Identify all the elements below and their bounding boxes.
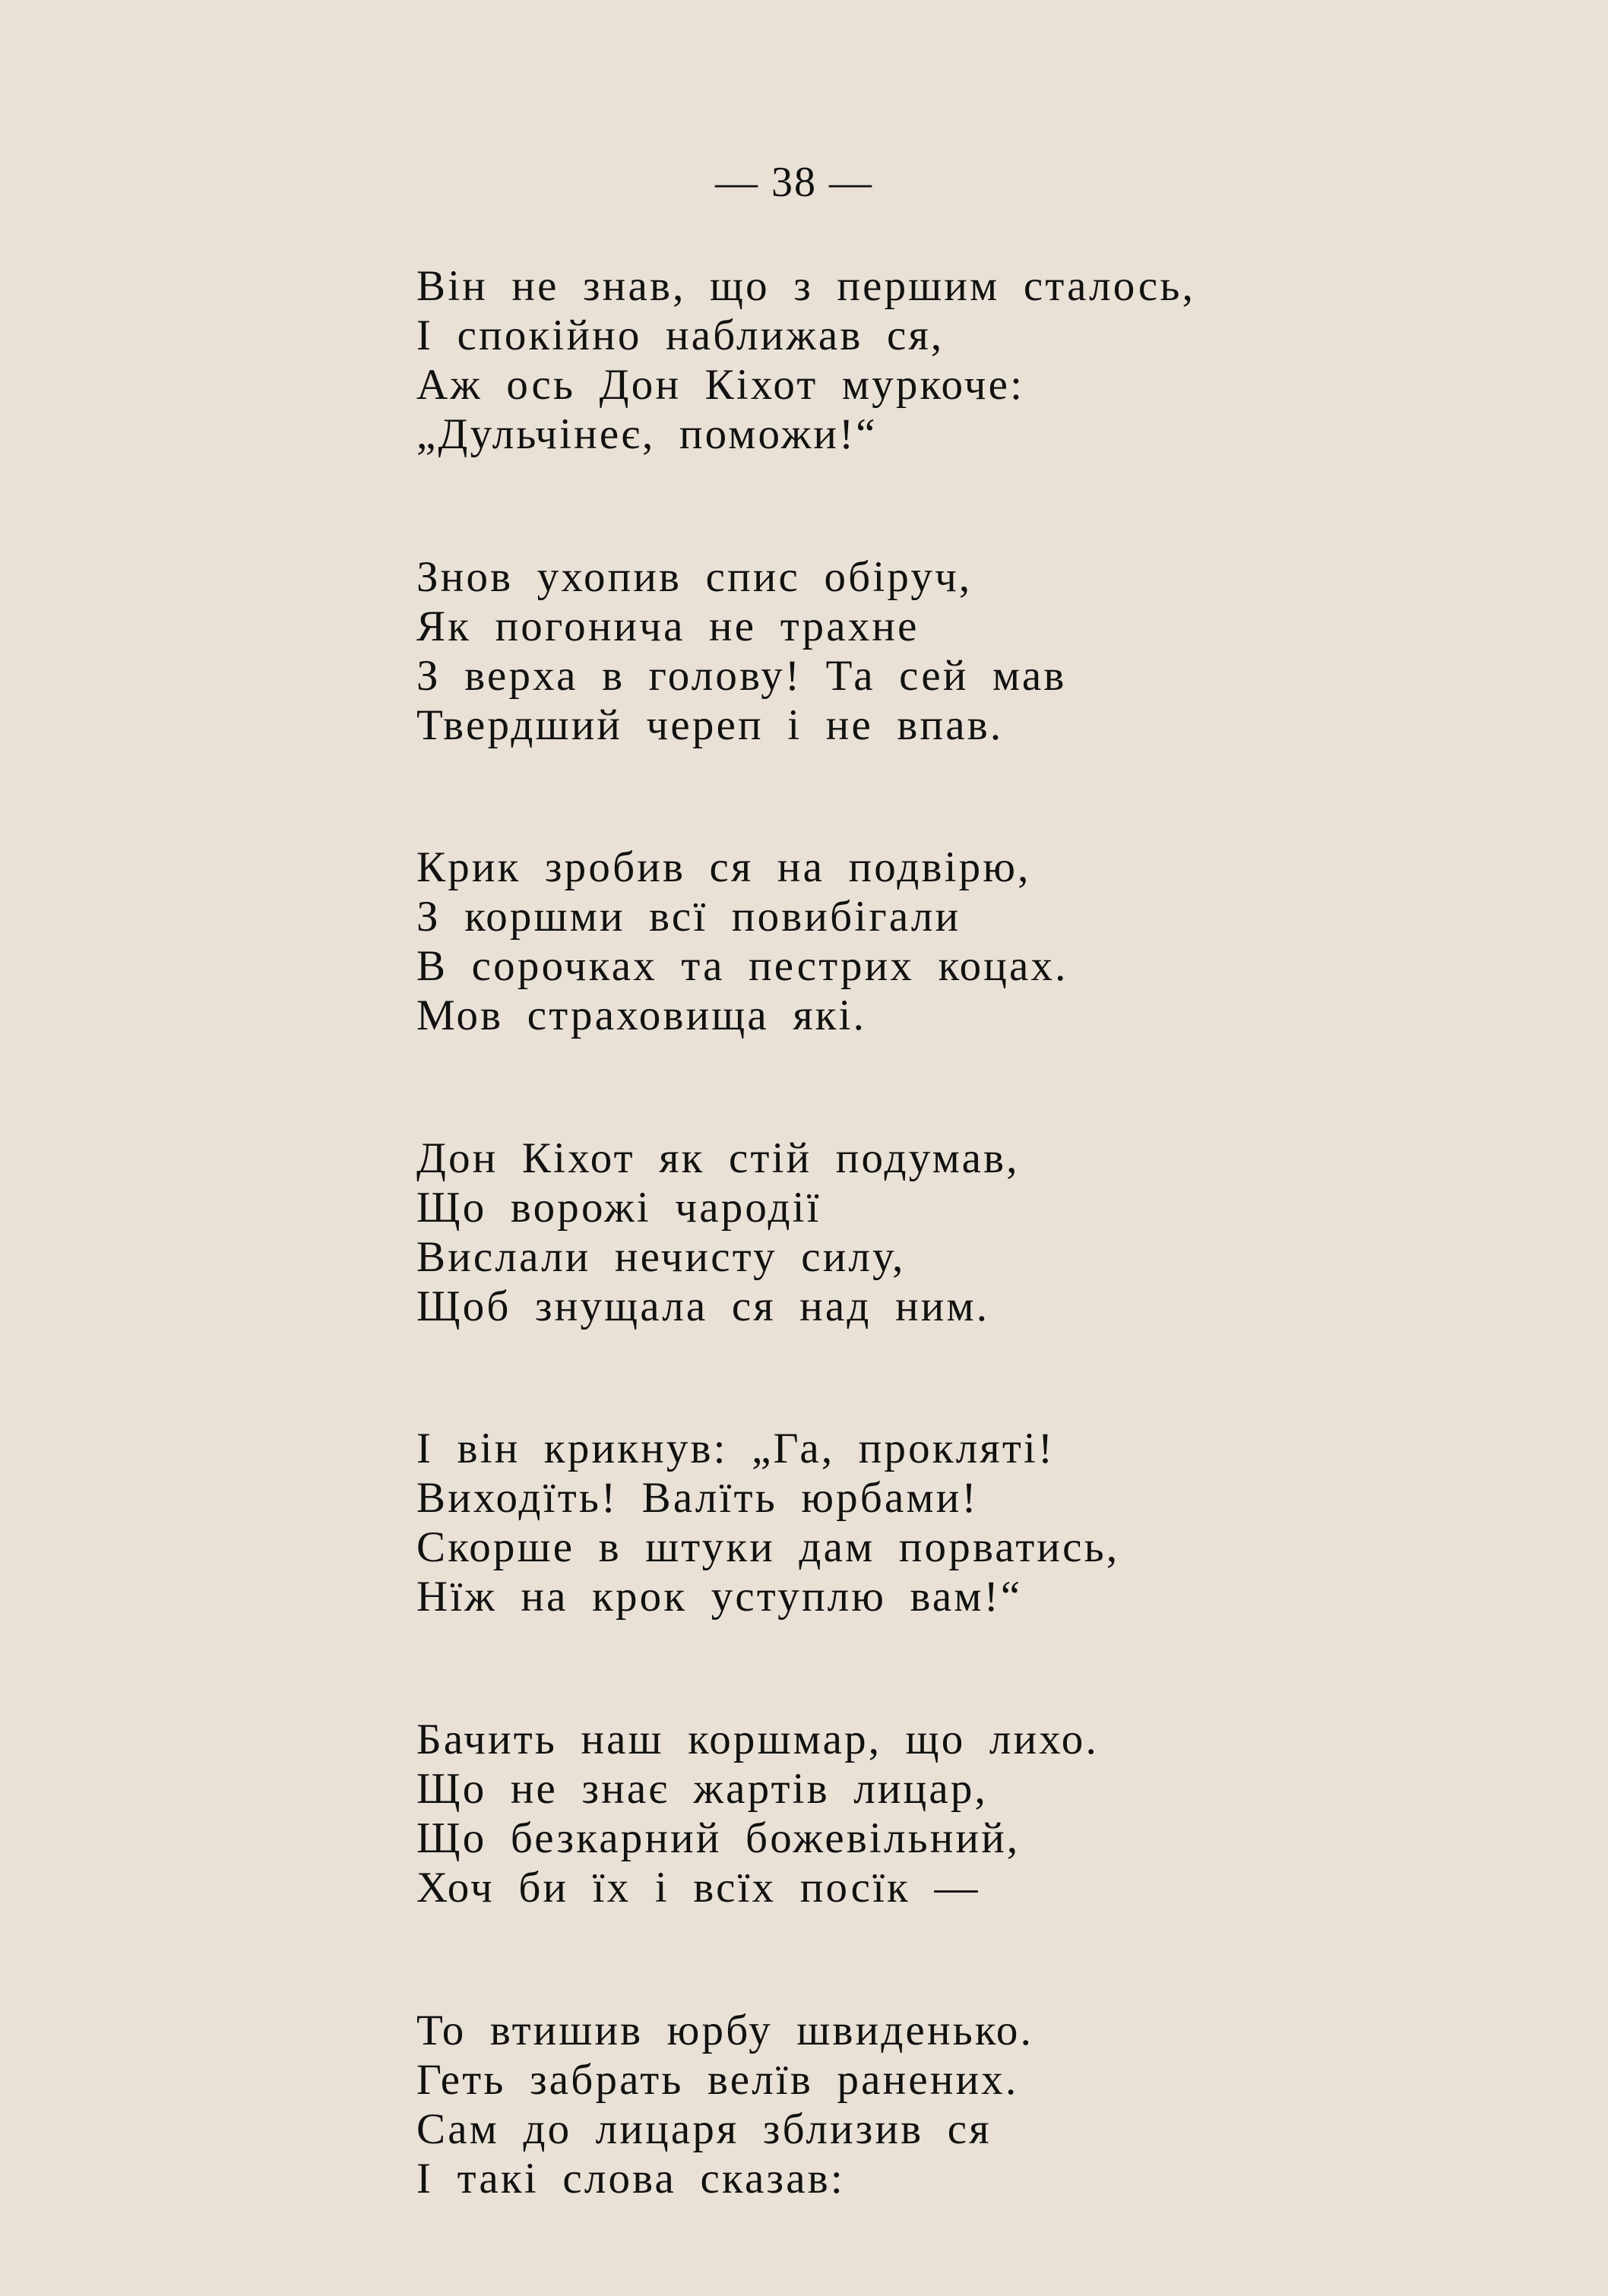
verse-line: Твердший череп і не впав. bbox=[416, 701, 1004, 749]
verse-line: Мов страховища які. bbox=[416, 991, 867, 1040]
verse-line: В сорочках та пестрих коцах. bbox=[416, 942, 1068, 991]
verse-line: Бачить наш коршмар, що лихо. bbox=[416, 1715, 1099, 1763]
verse-line: Крик зробив ся на подвірю, bbox=[416, 843, 1031, 892]
stanza-2 bbox=[416, 552, 1556, 750]
verse-line: Аж ось Дон Кіхот муркоче: bbox=[416, 361, 1025, 409]
verse-line: Геть забрать велїв ранених. bbox=[416, 2055, 1019, 2104]
verse-line: Щоб знущала ся над ним. bbox=[416, 1282, 990, 1330]
verse-line: І спокійно наближав ся, bbox=[416, 312, 945, 359]
verse-line: І такі слова сказав: bbox=[416, 2154, 845, 2203]
verse-line: „Дульчінеє, поможи!“ bbox=[416, 410, 878, 458]
stanza-7 bbox=[416, 2006, 1556, 2203]
verse-line: І він крикнув: „Га, прокляті! bbox=[416, 1425, 1056, 1473]
verse-line: Сам до лицаря зблизив ся bbox=[416, 2105, 992, 2153]
verse-line: Що не знає жартів лицар, bbox=[416, 1764, 988, 1813]
stanza-1 bbox=[416, 261, 1556, 459]
verse-line: Він не знав, що з першим сталось, bbox=[416, 262, 1196, 310]
verse-line: Скорше в штуки дам порватись, bbox=[416, 1523, 1120, 1572]
verse-line: Як погонича не трахне bbox=[416, 602, 920, 650]
verse-line: Хоч би їх і всїх посїк — bbox=[416, 1863, 980, 1912]
verse-line: З коршми всї повибігали bbox=[416, 893, 961, 941]
verse-line: То втишив юрбу швиденько. bbox=[416, 2006, 1034, 2054]
verse-line: Знов ухопив спис обіруч, bbox=[416, 552, 973, 601]
poem bbox=[416, 261, 1556, 2296]
verse-line: З верха в голову! Та сей мав bbox=[416, 651, 1067, 700]
stanza-6 bbox=[416, 1715, 1556, 1912]
verse-line: Що ворожі чародії bbox=[416, 1183, 821, 1232]
verse-line: Вислали нечисту силу, bbox=[416, 1232, 906, 1281]
stanza-3 bbox=[416, 843, 1556, 1040]
stanza-4 bbox=[416, 1134, 1556, 1331]
stanza-5 bbox=[416, 1424, 1556, 1621]
page-number: — 38 — bbox=[715, 159, 873, 206]
verse-line: Виходїть! Валїть юрбами! bbox=[416, 1474, 979, 1523]
verse-line: Що безкарний божевільний, bbox=[416, 1814, 1021, 1862]
verse-line: Дон Кіхот як стій подумав, bbox=[416, 1134, 1020, 1182]
verse-line: Нїж на крок уступлю вам!“ bbox=[416, 1573, 1023, 1621]
